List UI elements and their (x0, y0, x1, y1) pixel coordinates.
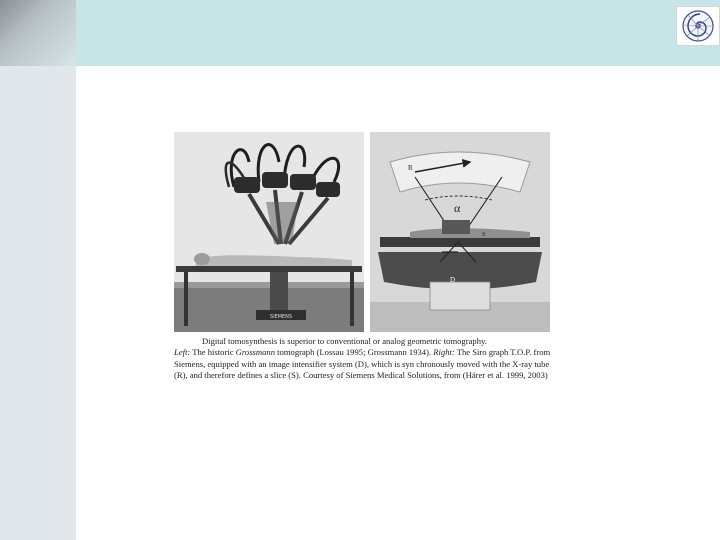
left-band (0, 66, 76, 540)
tube-label-r: R (408, 164, 413, 172)
caption-lead: Digital tomosynthesis is superior to conventional or analog geometric tomography. (202, 336, 487, 346)
caption-left-italic: Grossmann (235, 347, 275, 358)
slice-label-s: S (482, 232, 486, 238)
top-band (0, 0, 720, 66)
grossmann-tomograph-photo (174, 132, 364, 332)
caption-left-rest: tomograph (Lossau 1995; Grossmann 1934). (275, 347, 434, 358)
brand-label: SIEMENS (269, 314, 293, 320)
sirograph-top-photo (370, 132, 550, 332)
tomography-figure (174, 132, 550, 332)
caption-body (174, 347, 560, 381)
caption-left-label: Left: (174, 347, 191, 358)
caption-left-text: The historic (190, 347, 236, 358)
detector-label-d: D (450, 276, 456, 284)
caption-right-label: Right: (433, 347, 455, 358)
figure-caption (174, 336, 560, 382)
corner-gradient (0, 0, 76, 66)
angle-label-alpha: α (454, 201, 461, 215)
caption-right-text: The Siro graph T.O.P. from Siemens, equipped with an image intensifier system (D), which is syn chronously moved with the X-ray tube (R), and therefore defines a slice (S). Courtesy of Siemens Medical Solutions, from (Härer et al. 1999, 2003) (174, 347, 551, 381)
nautilus-logo-icon (676, 6, 720, 46)
